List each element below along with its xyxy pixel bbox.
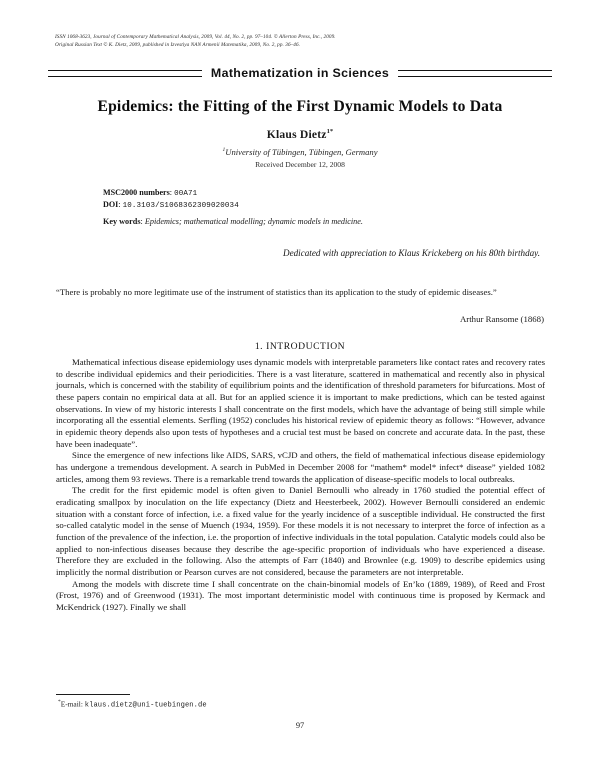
msc-value: 00A71	[174, 190, 198, 198]
affiliation-marker: 1	[222, 147, 226, 154]
paragraph-2: Since the emergence of new infections like AIDS, SARS, vCJD and others, the field of mathematical infectious disease epidemiology has undergone a tremendous development. A search in PubMed in December 2008 for “mathem* model* infect* disease” yielded 1082 articles, among them 93 reviews. There is a remarkable trend towards the application of disease-specific models to local outbreaks.	[56, 450, 545, 484]
paragraph-3: The credit for the first epidemic model is often given to Daniel Bernoulli who already in 1760 studied the potential effect of eradicating smallpox by inoculation on the life expectancy (Dietz and Heesterbeek, 2002). However Bernoulli considered an endemic situation with a constant force of infection, i.e. a fixed value for the yearly incidence of a susceptible individual. He constructed the first so-called catalytic model in the sense of Muench (1934, 1959). For these models it is not necessary to interpret the force of infection as a function of the prevalence of the infection, i.e. the proportion of infective individuals in the total population. Catalytic models could also be applied to non-infectious diseases because they describe the age-specific proportion of individuals who have experienced a disease. Therefore they are excluded in the following. Also the attempts of Farr (1840) and Brownlee (e.g. 1909) to describe epidemics using implicitly the normal distribution or Pearson curves are not considered, because the parameters are not interpretable.	[56, 485, 545, 578]
body-text	[56, 357, 545, 614]
doi-line	[103, 200, 533, 210]
series-header	[48, 66, 552, 80]
author-label: Klaus Dietz	[266, 128, 327, 141]
affiliation-text: University of Tübingen, Tübingen, Germany	[225, 147, 378, 157]
footnote-email	[58, 699, 438, 709]
series-rule-left	[48, 70, 202, 77]
epigraph-quote: “There is probably no more legitimate use of the instrument of statistics than its application to the study of epidemic diseases.”	[56, 287, 497, 297]
author-affiliation-marker: 1*	[326, 128, 334, 136]
masthead-line-2: Original Russian Text © K. Dietz, 2009, published in Izvestiya NAN Armenii Matematika, 2009, No. 2, pp. 36–46.	[55, 42, 301, 49]
doi-label: DOI	[103, 200, 119, 210]
keywords-separator: :	[140, 217, 145, 226]
keywords-line	[103, 217, 543, 226]
keywords-value: Epidemics; mathematical modelling; dynamic models in medicine.	[144, 217, 363, 226]
footnote-marker: *	[58, 699, 61, 705]
msc-line	[103, 188, 533, 198]
epigraph-attribution: Arthur Ransome (1868)	[459, 314, 544, 324]
keywords-label: Key words	[103, 217, 141, 226]
received-date: Received December 12, 2008	[255, 160, 345, 169]
footnote-separator	[56, 694, 130, 695]
series-title: Mathematization in Sciences	[210, 66, 390, 80]
author-affiliation	[48, 147, 552, 157]
journal-masthead	[55, 33, 550, 50]
series-rule-right	[398, 70, 552, 77]
dedication: Dedicated with appreciation to Klaus Krickeberg on his 80th birthday.	[283, 248, 540, 258]
section-heading-introduction: 1. INTRODUCTION	[254, 341, 346, 352]
article-title: Epidemics: the Fitting of the First Dynamic Models to Data	[97, 98, 503, 115]
paragraph-1: Mathematical infectious disease epidemiology uses dynamic models with interpretable parameters like contact rates and recovery rates to describe individual epidemics and their periodicities. There is a vast literature, scattered in mathematical and recently also in physical journals, which is concerned with the stability of equilibrium points and the identification of threshold parameters for bifurcations. Most of these papers contain no empirical data at all. But for an applied science it is important to make predictions, which can be tested against observations. In view of my historic interests I shall concentrate on the first models, which have the advantage of being still simple while incorporating all the essential elements. Serfling (1952) concludes his historical review of epidemic theory as follows: “However, advance in epidemic theory depends also upon tests of hypotheses and a crucial test must be based on concrete and accurate data. In the past, these have been inadequate”.	[56, 357, 545, 449]
footnote-email-address[interactable]: klaus.dietz@uni-tuebingen.de	[84, 701, 207, 710]
msc-label: MSC2000 numbers	[103, 188, 170, 197]
metadata-block	[103, 188, 533, 212]
doi-value[interactable]: 10.3103/S1068362309020034	[122, 202, 239, 211]
doi-separator: :	[118, 200, 123, 210]
msc-separator: :	[169, 188, 175, 197]
paragraph-4: Among the models with discrete time I shall concentrate on the chain-binomial models of En’ko (1889, 1989), of Reed and Frost (Frost, 1976) and of Greenwood (1931). The most important deterministic model with continuous time is proposed by Kermack and McKendrick (1927). Finally we shall	[56, 578, 545, 613]
footnote-label: E-mail:	[60, 699, 83, 709]
masthead-line-1: ISSN 1068-3623, Journal of Contemporary Mathematical Analysis, 2009, Vol. 44, No. 2, pp. 97–104. © Allerton Press, Inc., 2009.	[55, 34, 336, 40]
page-number: 97	[295, 721, 305, 730]
author-name	[48, 128, 552, 141]
